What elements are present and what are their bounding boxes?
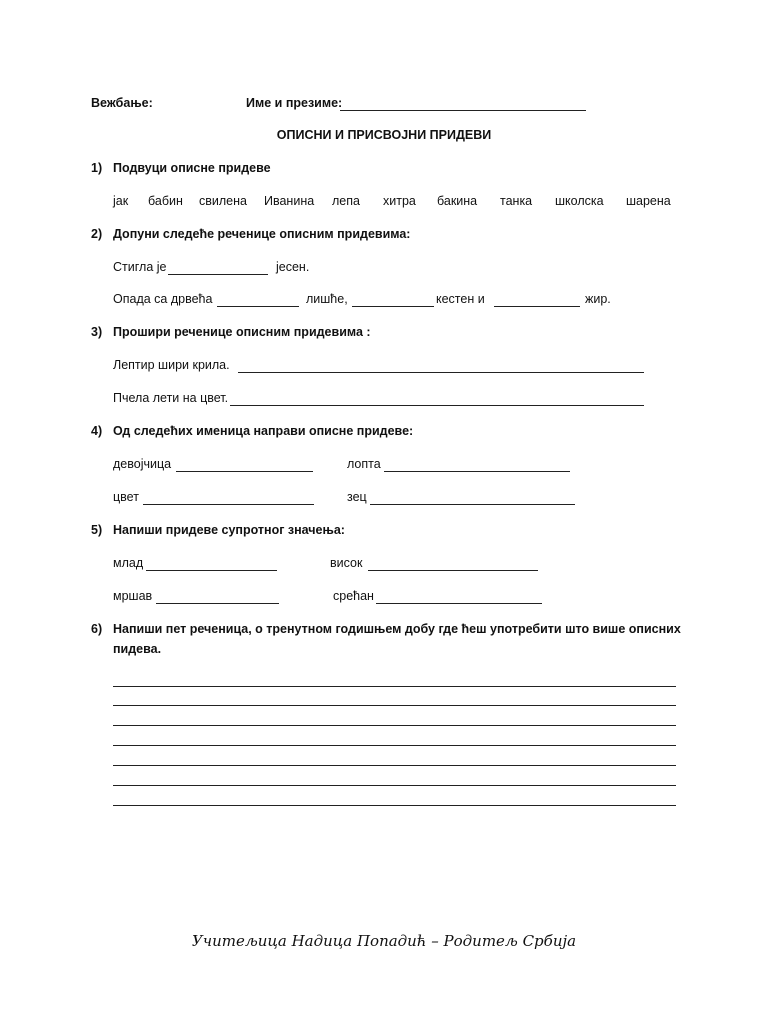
footer-credit: Учитељица Надица Попадић – Родитељ Србија <box>191 932 577 950</box>
writing-line[interactable] <box>113 785 676 786</box>
exercise-label: Вежбање: <box>91 96 153 110</box>
task2-blank[interactable] <box>217 306 299 307</box>
task2-sentence1-start: Стигла је <box>113 260 167 274</box>
task2-sentence2-mid2: кестен и <box>436 292 485 306</box>
task4-noun: цвет <box>113 490 139 504</box>
task1-word[interactable]: лепа <box>332 194 360 208</box>
task5-adjective: млад <box>113 556 144 570</box>
writing-line[interactable] <box>113 805 676 806</box>
writing-line[interactable] <box>113 765 676 766</box>
task1-number: 1) <box>91 161 103 175</box>
task2-blank[interactable] <box>168 274 268 275</box>
task3-sentence1: Лептир шири крила. <box>113 358 230 372</box>
task3-answer-line[interactable] <box>238 372 644 373</box>
task6-instruction-line1: Напиши пет реченица, о тренутном годишњем добу где ћеш употребити што више описних <box>113 622 681 636</box>
task4-answer-line[interactable] <box>384 471 570 472</box>
task4-noun: девојчица <box>113 457 172 471</box>
writing-line[interactable] <box>113 745 676 746</box>
task2-blank[interactable] <box>352 306 434 307</box>
task2-sentence2-end: жир. <box>585 292 611 306</box>
task4-noun: лопта <box>347 457 381 471</box>
name-label: Име и презиме: <box>246 96 343 110</box>
task6-number: 6) <box>91 622 103 636</box>
task5-adjective: мршав <box>113 589 153 603</box>
task4-instruction: Од следећих именица направи описне придеве: <box>113 424 414 438</box>
task1-word[interactable]: хитра <box>383 194 416 208</box>
task6-instruction-line2: пидева. <box>113 642 162 656</box>
task1-word[interactable]: свилена <box>199 194 247 208</box>
name-input-line[interactable] <box>340 110 586 111</box>
task5-answer-line[interactable] <box>146 570 277 571</box>
task1-word[interactable]: шарена <box>626 194 671 208</box>
task5-adjective: срећан <box>333 589 374 603</box>
task2-sentence2-start: Опада са дрвећа <box>113 292 213 306</box>
task1-word[interactable]: школска <box>555 194 604 208</box>
writing-line[interactable] <box>113 725 676 726</box>
task4-number: 4) <box>91 424 103 438</box>
task3-number: 3) <box>91 325 103 339</box>
task2-instruction: Допуни следеће реченице описним придевима: <box>113 227 411 241</box>
task4-answer-line[interactable] <box>370 504 575 505</box>
page-title: ОПИСНИ И ПРИСВОЈНИ ПРИДЕВИ <box>276 128 492 142</box>
task3-sentence2: Пчела лети на цвет. <box>113 391 229 405</box>
task1-word[interactable]: бабин <box>148 194 183 208</box>
task5-answer-line[interactable] <box>156 603 279 604</box>
writing-line[interactable] <box>113 686 676 687</box>
task2-sentence1-end: јесен. <box>276 260 310 274</box>
task1-instruction: Подвуци описне придеве <box>113 161 271 175</box>
task4-answer-line[interactable] <box>143 504 314 505</box>
task5-instruction: Напиши придеве супротног значења: <box>113 523 345 537</box>
task5-number: 5) <box>91 523 103 537</box>
task2-number: 2) <box>91 227 103 241</box>
task5-answer-line[interactable] <box>368 570 538 571</box>
writing-line[interactable] <box>113 705 676 706</box>
task4-answer-line[interactable] <box>176 471 313 472</box>
task5-answer-line[interactable] <box>376 603 542 604</box>
task3-instruction: Прошири реченице описним придевима : <box>113 325 371 339</box>
task3-answer-line[interactable] <box>230 405 644 406</box>
task1-word[interactable]: танка <box>500 194 533 208</box>
task1-word[interactable]: Иванина <box>264 194 315 208</box>
task4-noun: зец <box>347 490 367 504</box>
task5-adjective: висок <box>330 556 363 570</box>
task1-word[interactable]: јак <box>113 194 129 208</box>
task2-blank[interactable] <box>494 306 580 307</box>
task1-word[interactable]: бакина <box>437 194 478 208</box>
task2-sentence2-mid1: лишће, <box>306 292 348 306</box>
